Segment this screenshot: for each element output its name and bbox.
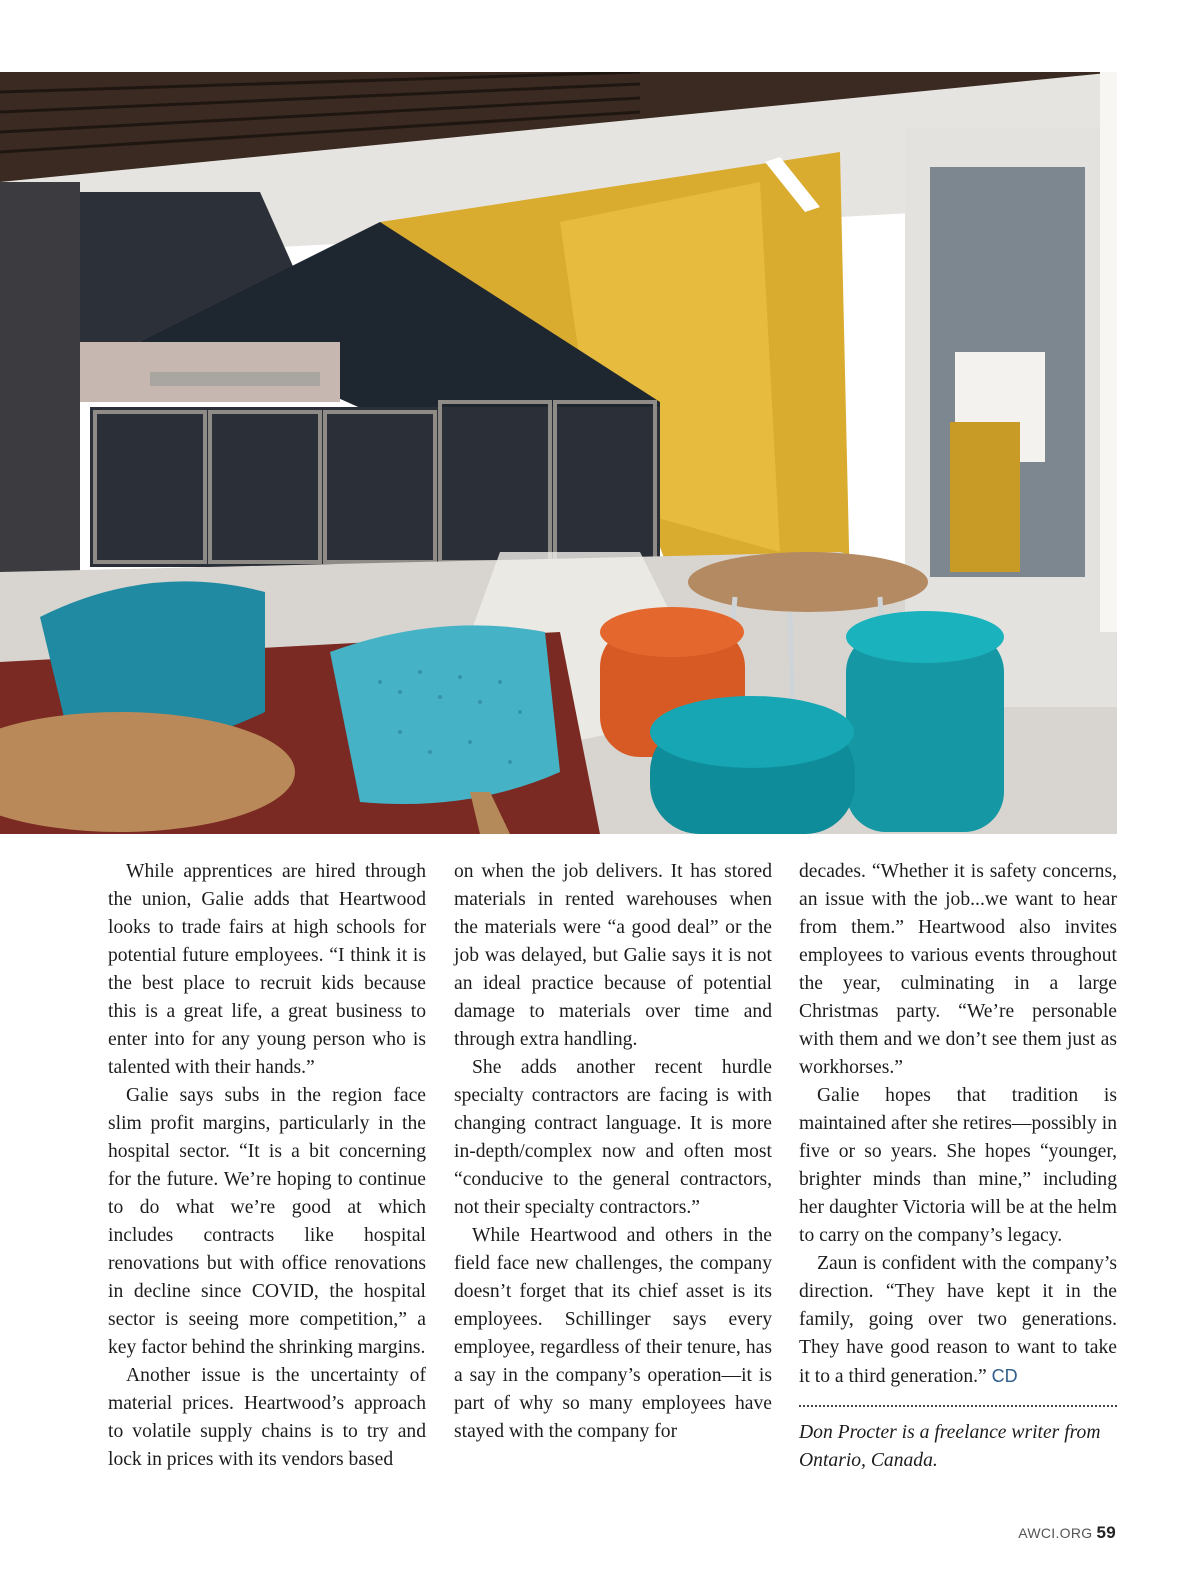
article-photo [0,72,1117,834]
site-url: AWCI.ORG [1018,1525,1093,1541]
article-column-3 [799,858,1117,1475]
paragraph: decades. “Whether it is safety concerns, an issue with the job...we want to hear from them.” Heartwood also invites employees to various events throughout the year, culminating in a large Christmas party. “We’re personable with them and we don’t see them just as workhorses.” [799,861,1117,1078]
chair-middle [330,625,560,804]
paragraph: Galie hopes that tradition is maintained after she retires—possibly in five or so years. She hopes “younger, brighter minds than mine,” including her daughter Victoria will be at the helm to carry on the company’s legacy. [799,1085,1117,1246]
round-table [688,552,928,612]
paragraph: While apprentices are hired through the union, Galie adds that Heartwood looks to trade fairs at high schools for potential future employees. “I think it is the best place to recruit kids because this is a great life, a great business to enter into for any young person who is talented with their hands.” [108,861,426,1078]
paragraph: Another issue is the uncertainty of material prices. Heartwood’s approach to volatile supply chains is to try and lock in prices with its vendors based [108,1365,426,1470]
page-number: 59 [1096,1523,1116,1542]
lobby-photo-illustration [0,72,1117,834]
paragraph-final [799,1250,1117,1391]
end-mark: CD [991,1366,1018,1386]
article-column-1 [108,858,426,1474]
paragraph: She adds another recent hurdle specialty contractors are facing is with changing contract language. It is more in-depth/complex now and often most “conducive to the general contractors, not their specialty contractors.” [454,1057,772,1218]
paragraph: Galie says subs in the region face slim profit margins, particularly in the hospital sector. “It is a bit concerning for the future. We’re hoping to continue to do what we’re good at which includes contracts like hospital renovations but with office renovations in decline since COVID, the hospital sector is seeing more competition,” a key factor behind the shrinking margins. [108,1085,426,1358]
paragraph: While Heartwood and others in the field face new challenges, the company doesn’t forget that its chief asset is its employees. Schillinger says every employee, regardless of their tenure, has a say in the company’s operation—it is part of why so many employees have stayed with the company for [454,1225,772,1442]
dotted-divider [799,1405,1117,1407]
stair-railing [90,407,660,567]
article-column-2 [454,858,772,1446]
page-folio [1018,1523,1116,1543]
paragraph: on when the job delivers. It has stored materials in rented warehouses when the materials were “a good deal” or the job was delayed, but Galie says it is not an ideal practice because of potential damage to materials over time and through extra handling. [454,861,772,1050]
paragraph-text: Zaun is confident with the company’s direction. “They have kept it in the family, going over two generations. They have good reason to want to take it to a third generation.” [799,1253,1117,1387]
author-bio: Don Procter is a freelance writer from Ontario, Canada. [799,1422,1101,1471]
